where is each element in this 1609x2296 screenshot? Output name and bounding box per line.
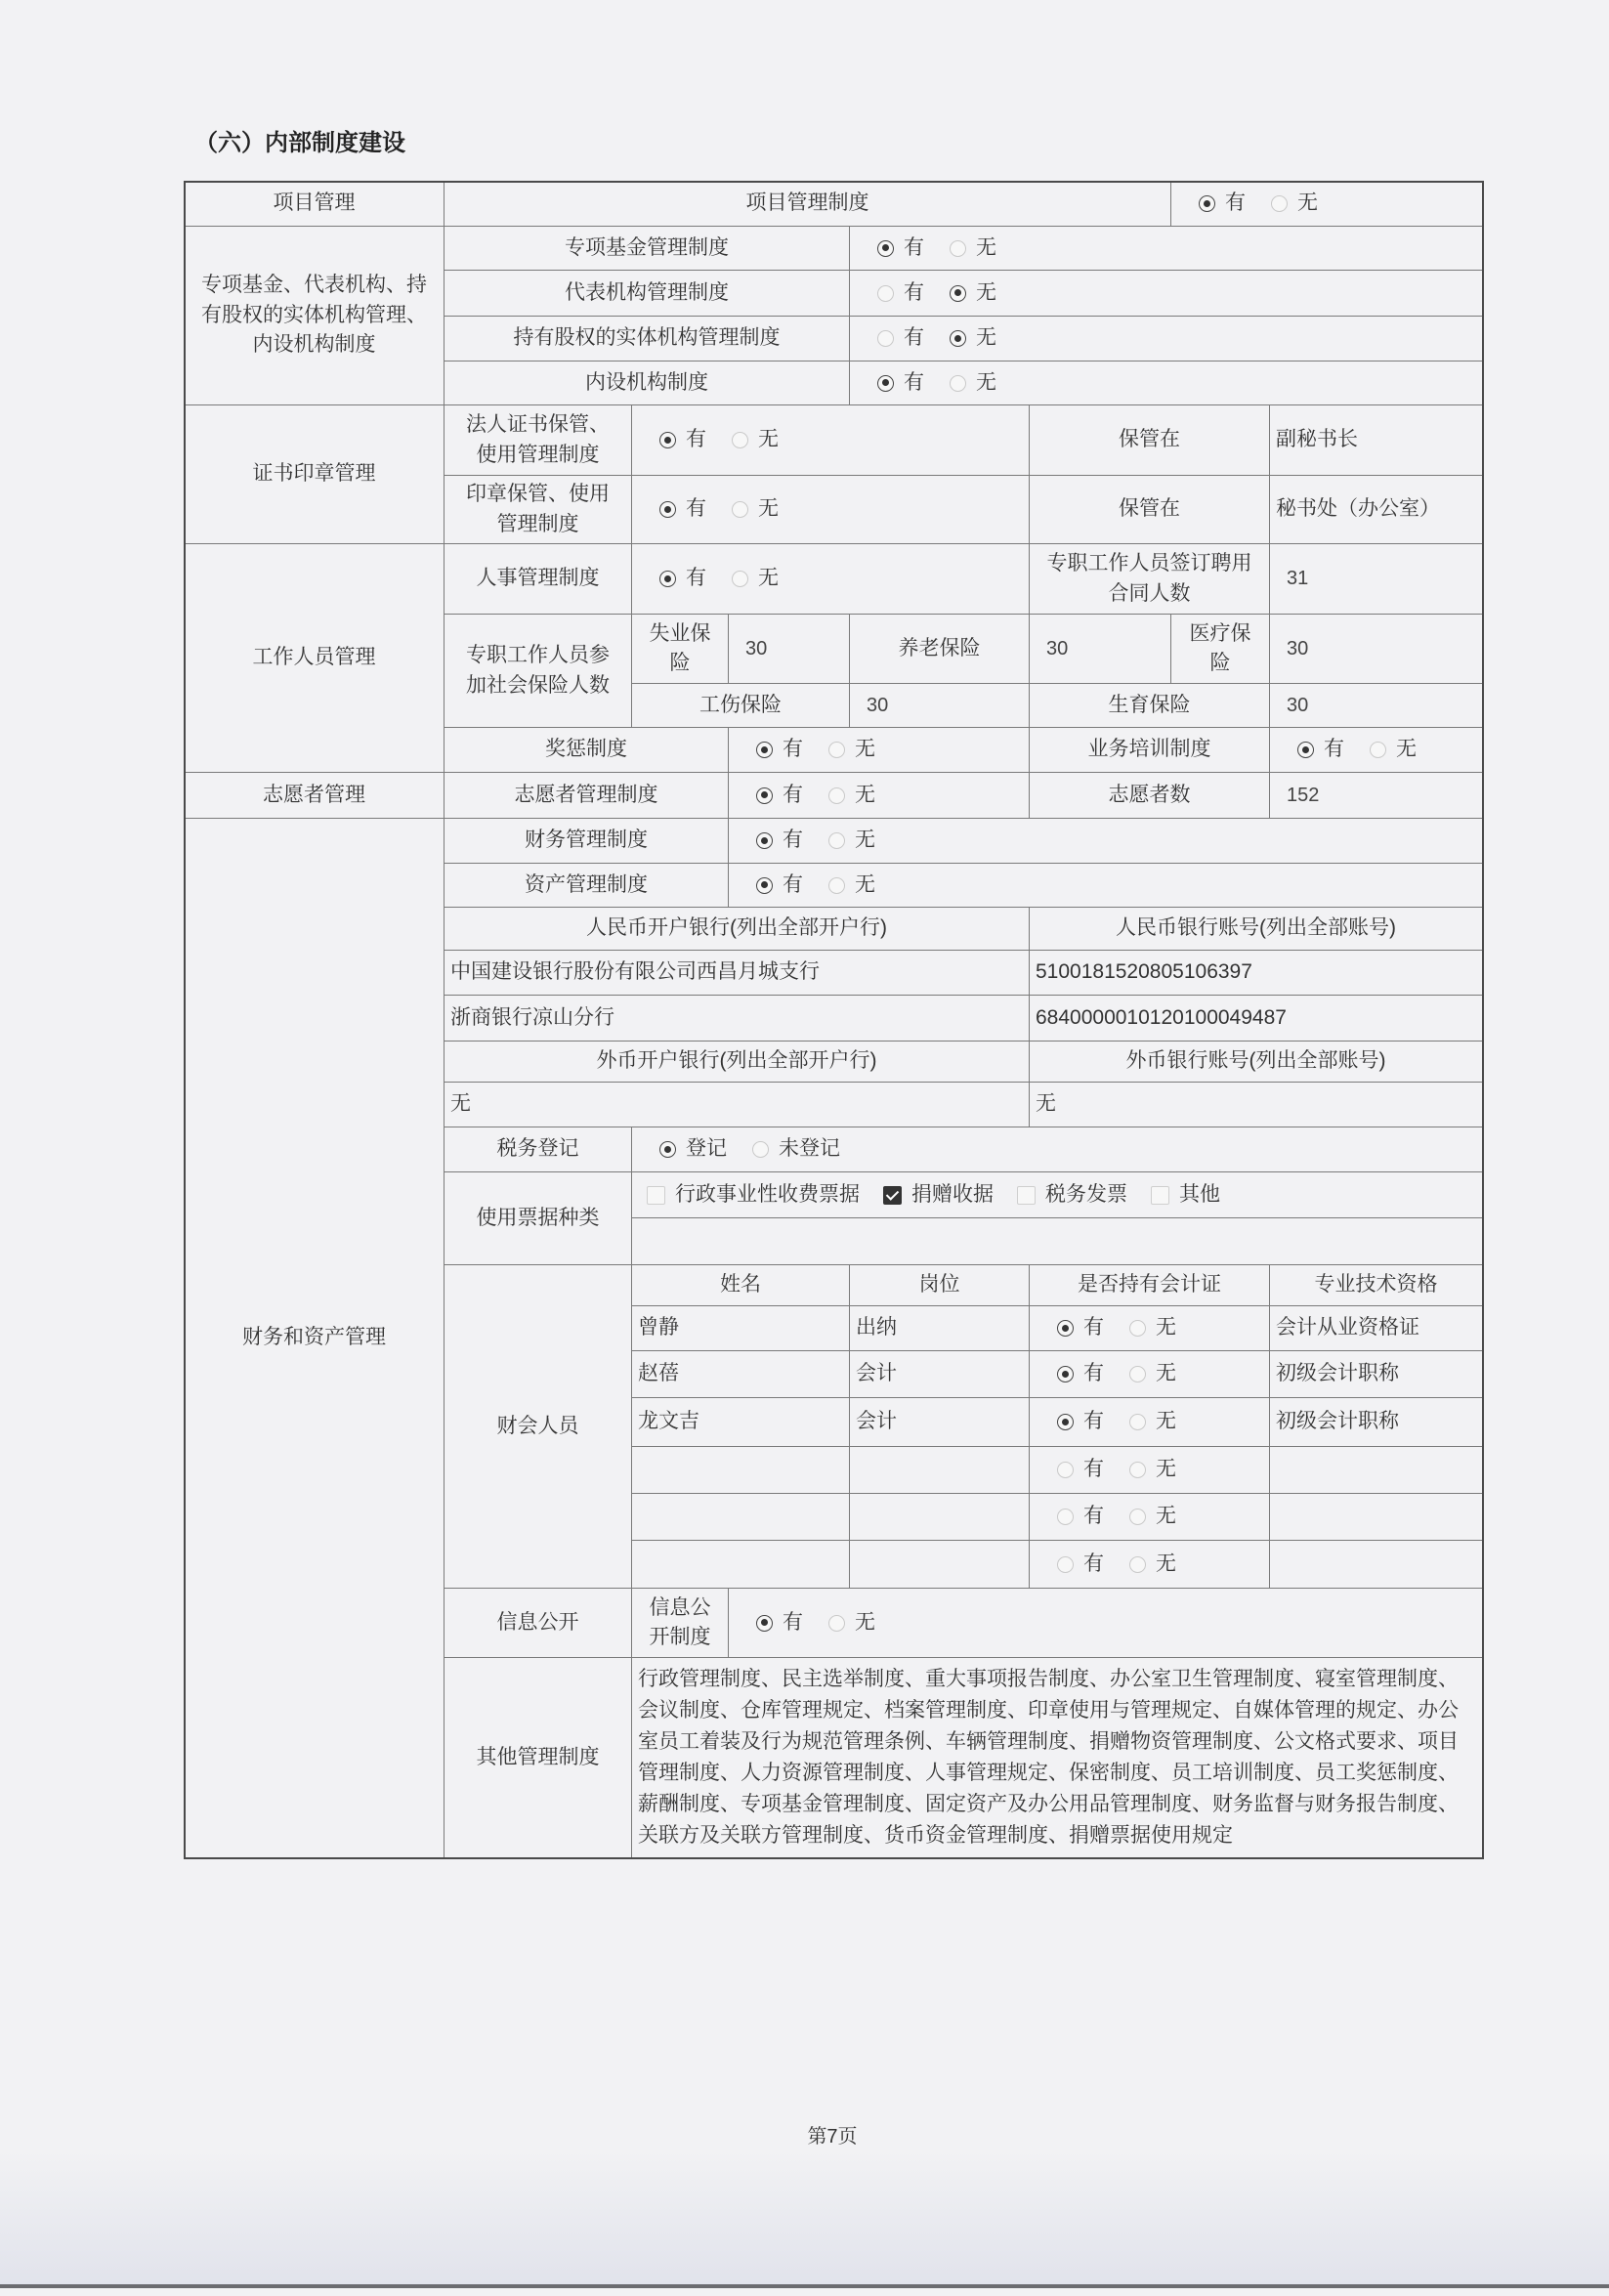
radio-button[interactable]	[950, 330, 966, 347]
internal-system-table	[185, 182, 1483, 1858]
accountant-qualification: 初级会计职称	[1270, 1351, 1483, 1398]
seal-keeper-label: 保管在	[1030, 476, 1270, 544]
special-fund-policy-label: 专项基金管理制度	[445, 227, 850, 271]
radio-option-no[interactable]	[950, 368, 996, 398]
category-finance: 财务和资产管理	[185, 819, 445, 1858]
radio-label-no: 无	[1297, 191, 1318, 215]
radio-label-no: 无	[758, 428, 779, 451]
accountant-position	[850, 1447, 1030, 1494]
checkbox[interactable]	[883, 1186, 902, 1205]
radio-option-yes[interactable]	[756, 781, 803, 810]
radio-button[interactable]	[950, 240, 966, 257]
medical-insurance-label: 医疗保险	[1171, 615, 1270, 684]
radio-option-yes[interactable]	[877, 323, 924, 353]
rep-office-radio-group	[850, 271, 1483, 317]
radio-option-no[interactable]	[828, 781, 875, 810]
checkbox[interactable]	[1151, 1186, 1169, 1205]
radio-option-yes[interactable]	[877, 278, 924, 308]
accountants-header-qualification: 专业技术资格	[1270, 1265, 1483, 1306]
radio-button[interactable]	[1129, 1509, 1146, 1525]
scan-shading	[0, 2149, 1609, 2284]
radio-label-no: 无	[1156, 1316, 1176, 1339]
tax-registration-radio-group	[632, 1127, 1483, 1172]
scan-bottom-edge	[0, 2284, 1609, 2288]
checkbox-label: 税务发票	[1045, 1182, 1127, 1206]
accountant-position: 会计	[850, 1351, 1030, 1398]
radio-label-no: 无	[976, 280, 996, 304]
maternity-insurance-value: 30	[1270, 684, 1483, 728]
training-policy-label: 业务培训制度	[1030, 728, 1270, 773]
checkbox-donation-receipt[interactable]	[883, 1180, 994, 1210]
radio-option-yes[interactable]	[659, 425, 706, 454]
radio-option-no[interactable]	[828, 1608, 875, 1637]
disclosure-label: 信息公开	[445, 1589, 632, 1658]
radio-button[interactable]	[732, 571, 748, 587]
accountant-qualification	[1270, 1494, 1483, 1541]
radio-label-no: 无	[1396, 738, 1417, 761]
maternity-insurance-label: 生育保险	[1030, 684, 1270, 728]
seal-radio-group	[632, 476, 1030, 544]
radio-label-yes: 有	[686, 497, 706, 521]
medical-insurance-value: 30	[1270, 615, 1483, 684]
disclosure-policy-label: 信息公开制度	[632, 1589, 729, 1658]
radio-button[interactable]	[828, 1615, 845, 1632]
radio-option-no[interactable]	[732, 564, 779, 593]
radio-option-yes[interactable]	[756, 1608, 803, 1637]
radio-label-yes: 有	[904, 370, 924, 394]
radio-option-no[interactable]	[1271, 189, 1318, 218]
radio-button[interactable]	[1057, 1414, 1074, 1430]
radio-option-no[interactable]	[950, 278, 996, 308]
checkbox-label: 其他	[1179, 1182, 1220, 1206]
injury-insurance-value: 30	[850, 684, 1030, 728]
radio-label-no: 无	[855, 829, 875, 852]
rmb-bank-header: 人民币开户银行(列出全部开户行)	[445, 908, 1030, 951]
radio-button[interactable]	[1129, 1462, 1146, 1478]
radio-option-unregistered[interactable]	[752, 1134, 840, 1164]
certificate-radio-group	[632, 405, 1030, 476]
fx-bank-header: 外币开户银行(列出全部开户行)	[445, 1042, 1030, 1083]
radio-button[interactable]	[1057, 1509, 1074, 1525]
certificate-policy-label: 法人证书保管、使用管理制度	[445, 405, 632, 476]
radio-option-no[interactable]	[732, 425, 779, 454]
radio-option-no[interactable]	[1129, 1455, 1176, 1484]
radio-option-no[interactable]	[1129, 1407, 1176, 1436]
radio-option-no[interactable]	[828, 826, 875, 855]
radio-option-yes[interactable]	[756, 826, 803, 855]
radio-option-yes[interactable]	[756, 871, 803, 900]
project-policy-radio-group	[1171, 182, 1483, 227]
accountant-qualification	[1270, 1447, 1483, 1494]
rep-office-policy-label: 代表机构管理制度	[445, 271, 850, 317]
radio-label-yes: 有	[783, 872, 803, 896]
accountant-qualification	[1270, 1541, 1483, 1589]
disclosure-radio-group	[729, 1589, 1483, 1658]
insurance-label: 专职工作人员参加社会保险人数	[445, 615, 632, 728]
radio-option-no[interactable]	[1129, 1313, 1176, 1342]
radio-option-yes[interactable]	[877, 234, 924, 263]
volunteer-count-label: 志愿者数	[1030, 773, 1270, 819]
radio-button[interactable]	[828, 787, 845, 804]
radio-option-no[interactable]	[950, 323, 996, 353]
receipt-types-blank-row	[632, 1218, 1483, 1265]
certificate-keeper-label: 保管在	[1030, 405, 1270, 476]
radio-option-no[interactable]	[1370, 735, 1417, 764]
radio-label-no: 无	[758, 497, 779, 521]
category-certificate-seal: 证书印章管理	[185, 405, 445, 544]
radio-button[interactable]	[877, 375, 894, 392]
radio-option-yes[interactable]	[1057, 1313, 1104, 1342]
certificate-keeper-value: 副秘书长	[1270, 405, 1483, 476]
radio-option-yes[interactable]	[1199, 189, 1246, 218]
radio-button[interactable]	[756, 742, 773, 758]
radio-option-yes[interactable]	[1057, 1455, 1104, 1484]
radio-option-no[interactable]	[1129, 1502, 1176, 1531]
accountants-header-certificate: 是否持有会计证	[1030, 1265, 1270, 1306]
radio-label-no: 无	[1156, 1505, 1176, 1528]
radio-button[interactable]	[1271, 195, 1288, 212]
radio-label-no: 无	[758, 567, 779, 590]
volunteer-radio-group	[729, 773, 1030, 819]
radio-button[interactable]	[1129, 1414, 1146, 1430]
accountants-header-position: 岗位	[850, 1265, 1030, 1306]
checkbox-label: 捐赠收据	[911, 1182, 994, 1206]
radio-option-yes[interactable]	[1057, 1502, 1104, 1531]
radio-option-no[interactable]	[828, 735, 875, 764]
radio-label-yes: 有	[904, 280, 924, 304]
accountant-name: 龙文吉	[632, 1398, 850, 1447]
radio-button[interactable]	[756, 1615, 773, 1632]
accountants-header-name: 姓名	[632, 1265, 850, 1306]
radio-button[interactable]	[1297, 742, 1314, 758]
accountant-qualification: 初级会计职称	[1270, 1398, 1483, 1447]
checkbox-other[interactable]	[1151, 1180, 1220, 1210]
radio-label-yes: 有	[686, 567, 706, 590]
radio-label-yes: 有	[686, 428, 706, 451]
radio-option-registered[interactable]	[659, 1134, 727, 1164]
financial-policy-label: 财务管理制度	[445, 819, 729, 864]
receipt-types-label: 使用票据种类	[445, 1172, 632, 1265]
radio-label-no: 无	[855, 783, 875, 806]
seal-keeper-value: 秘书处（办公室）	[1270, 476, 1483, 544]
radio-label-no: 无	[855, 738, 875, 761]
radio-label-unregistered: 未登记	[779, 1137, 840, 1161]
accountant-name	[632, 1494, 850, 1541]
radio-button[interactable]	[877, 330, 894, 347]
radio-button[interactable]	[756, 877, 773, 894]
asset-policy-radio-group	[729, 864, 1483, 908]
accountant-certificate-radio-group	[1030, 1398, 1270, 1447]
accountant-name: 曾静	[632, 1306, 850, 1351]
radio-option-no[interactable]	[1129, 1550, 1176, 1579]
radio-button[interactable]	[828, 877, 845, 894]
project-policy-label: 项目管理制度	[445, 182, 1171, 227]
contract-count-value: 31	[1270, 544, 1483, 615]
radio-option-yes[interactable]	[659, 494, 706, 524]
unemployment-insurance-value: 30	[729, 615, 850, 684]
radio-button[interactable]	[1057, 1320, 1074, 1337]
rewards-policy-label: 奖惩制度	[445, 728, 729, 773]
seal-policy-label: 印章保管、使用管理制度	[445, 476, 632, 544]
radio-button[interactable]	[732, 501, 748, 518]
pension-insurance-value: 30	[1030, 615, 1171, 684]
injury-insurance-label: 工伤保险	[632, 684, 850, 728]
radio-button[interactable]	[752, 1141, 769, 1158]
radio-option-yes[interactable]	[659, 564, 706, 593]
radio-option-no[interactable]	[950, 234, 996, 263]
radio-label-yes: 有	[783, 783, 803, 806]
rewards-radio-group	[729, 728, 1030, 773]
radio-option-no[interactable]	[828, 871, 875, 900]
fx-account-number: 无	[1030, 1083, 1483, 1127]
other-policies-label: 其他管理制度	[445, 1658, 632, 1858]
radio-label-no: 无	[1156, 1410, 1176, 1433]
radio-label-no: 无	[976, 370, 996, 394]
radio-button[interactable]	[950, 285, 966, 302]
radio-button[interactable]	[1129, 1556, 1146, 1573]
category-volunteer: 志愿者管理	[185, 773, 445, 819]
personnel-radio-group	[632, 544, 1030, 615]
radio-label-yes: 有	[1083, 1505, 1104, 1528]
unemployment-insurance-label: 失业保险	[632, 615, 729, 684]
radio-button[interactable]	[1199, 195, 1215, 212]
radio-button[interactable]	[659, 501, 676, 518]
volunteer-count-value: 152	[1270, 773, 1483, 819]
rmb-account-number: 6840000010120100049487	[1030, 996, 1483, 1042]
rmb-bank-name: 中国建设银行股份有限公司西昌月城支行	[445, 951, 1030, 996]
radio-label-yes: 有	[904, 326, 924, 350]
radio-button[interactable]	[1129, 1320, 1146, 1337]
equity-entity-policy-label: 持有股权的实体机构管理制度	[445, 317, 850, 361]
radio-option-no[interactable]	[732, 494, 779, 524]
accountant-qualification: 会计从业资格证	[1270, 1306, 1483, 1351]
accountant-position	[850, 1494, 1030, 1541]
radio-label-yes: 有	[1083, 1362, 1104, 1385]
rmb-account-header: 人民币银行账号(列出全部账号)	[1030, 908, 1483, 951]
radio-button[interactable]	[659, 571, 676, 587]
receipt-types-checkbox-group	[632, 1172, 1483, 1218]
tax-registration-label: 税务登记	[445, 1127, 632, 1172]
radio-label-no: 无	[1156, 1458, 1176, 1481]
volunteer-policy-label: 志愿者管理制度	[445, 773, 729, 819]
radio-label-yes: 有	[783, 1610, 803, 1634]
section-title: （六）内部制度建设	[194, 130, 405, 156]
accountant-certificate-radio-group	[1030, 1351, 1270, 1398]
personnel-policy-label: 人事管理制度	[445, 544, 632, 615]
checkbox-label: 行政事业性收费票据	[675, 1182, 860, 1206]
radio-label-no: 无	[976, 235, 996, 259]
radio-label-yes: 有	[904, 235, 924, 259]
accountants-label: 财会人员	[445, 1265, 632, 1589]
radio-button[interactable]	[1057, 1462, 1074, 1478]
radio-label-yes: 有	[1083, 1316, 1104, 1339]
radio-button[interactable]	[1129, 1366, 1146, 1382]
category-staff: 工作人员管理	[185, 544, 445, 773]
radio-label-yes: 有	[1083, 1552, 1104, 1575]
radio-option-no[interactable]	[1129, 1359, 1176, 1388]
radio-button[interactable]	[828, 832, 845, 849]
accountant-position	[850, 1541, 1030, 1589]
accountant-name	[632, 1447, 850, 1494]
radio-button[interactable]	[732, 432, 748, 448]
radio-label-no: 无	[1156, 1362, 1176, 1385]
checkbox[interactable]	[647, 1186, 665, 1205]
radio-label-no: 无	[855, 1610, 875, 1634]
radio-button[interactable]	[1057, 1556, 1074, 1573]
radio-label-no: 无	[976, 326, 996, 350]
radio-label-yes: 有	[783, 738, 803, 761]
radio-option-yes[interactable]	[1057, 1550, 1104, 1579]
radio-label-yes: 有	[1225, 191, 1246, 215]
pension-insurance-label: 养老保险	[850, 615, 1030, 684]
fx-bank-name: 无	[445, 1083, 1030, 1127]
internal-unit-policy-label: 内设机构制度	[445, 361, 850, 405]
radio-button[interactable]	[756, 832, 773, 849]
accountant-certificate-radio-group	[1030, 1494, 1270, 1541]
radio-button[interactable]	[659, 1141, 676, 1158]
special-fund-radio-group	[850, 227, 1483, 271]
fx-account-header: 外币银行账号(列出全部账号)	[1030, 1042, 1483, 1083]
accountant-certificate-radio-group	[1030, 1447, 1270, 1494]
category-project-mgmt: 项目管理	[185, 182, 445, 227]
category-special-units: 专项基金、代表机构、持有股权的实体机构管理、内设机构制度	[185, 227, 445, 405]
radio-option-yes[interactable]	[756, 735, 803, 764]
radio-button[interactable]	[877, 240, 894, 257]
radio-label-no: 无	[855, 872, 875, 896]
radio-button[interactable]	[828, 742, 845, 758]
radio-label-yes: 有	[1083, 1458, 1104, 1481]
radio-label-registered: 登记	[686, 1137, 727, 1161]
other-policies-text: 行政管理制度、民主选举制度、重大事项报告制度、办公室卫生管理制度、寝室管理制度、会议制度、仓库管理规定、档案管理制度、印章使用与管理规定、自媒体管理的规定、办公室员工着装及行为规范管理条例、车辆管理制度、捐赠物资管理制度、公文格式要求、项目管理制度、人力资源管理制度、人事管理规定、保密制度、员工培训制度、员工奖惩制度、薪酬制度、专项基金管理制度、固定资产及办公用品管理制度、财务监督与财务报告制度、关联方及关联方管理制度、货币资金管理制度、捐赠票据使用规定	[632, 1658, 1483, 1858]
financial-policy-radio-group	[729, 819, 1483, 864]
accountant-position: 出纳	[850, 1306, 1030, 1351]
radio-label-yes: 有	[1083, 1410, 1104, 1433]
radio-label-yes: 有	[1324, 738, 1344, 761]
radio-button[interactable]	[1370, 742, 1386, 758]
checkbox-tax-invoice[interactable]	[1017, 1180, 1127, 1210]
radio-label-no: 无	[1156, 1552, 1176, 1575]
contract-count-label: 专职工作人员签订聘用合同人数	[1030, 544, 1270, 615]
rmb-account-number: 5100181520805106397	[1030, 951, 1483, 996]
radio-option-yes[interactable]	[877, 368, 924, 398]
accountant-certificate-radio-group	[1030, 1306, 1270, 1351]
radio-label-yes: 有	[783, 829, 803, 852]
accountant-certificate-radio-group	[1030, 1541, 1270, 1589]
radio-option-yes[interactable]	[1297, 735, 1344, 764]
asset-policy-label: 资产管理制度	[445, 864, 729, 908]
checkbox[interactable]	[1017, 1186, 1036, 1205]
equity-entity-radio-group	[850, 317, 1483, 361]
radio-button[interactable]	[756, 787, 773, 804]
checkbox-admin-fee-receipt[interactable]	[647, 1180, 860, 1210]
page-number: 第7页	[807, 2126, 858, 2147]
internal-unit-radio-group	[850, 361, 1483, 405]
training-radio-group	[1270, 728, 1483, 773]
accountant-position: 会计	[850, 1398, 1030, 1447]
radio-button[interactable]	[1057, 1366, 1074, 1382]
accountant-name: 赵蓓	[632, 1351, 850, 1398]
accountant-name	[632, 1541, 850, 1589]
radio-option-yes[interactable]	[1057, 1407, 1104, 1436]
radio-button[interactable]	[877, 285, 894, 302]
rmb-bank-name: 浙商银行凉山分行	[445, 996, 1030, 1042]
radio-button[interactable]	[950, 375, 966, 392]
radio-option-yes[interactable]	[1057, 1359, 1104, 1388]
radio-button[interactable]	[659, 432, 676, 448]
